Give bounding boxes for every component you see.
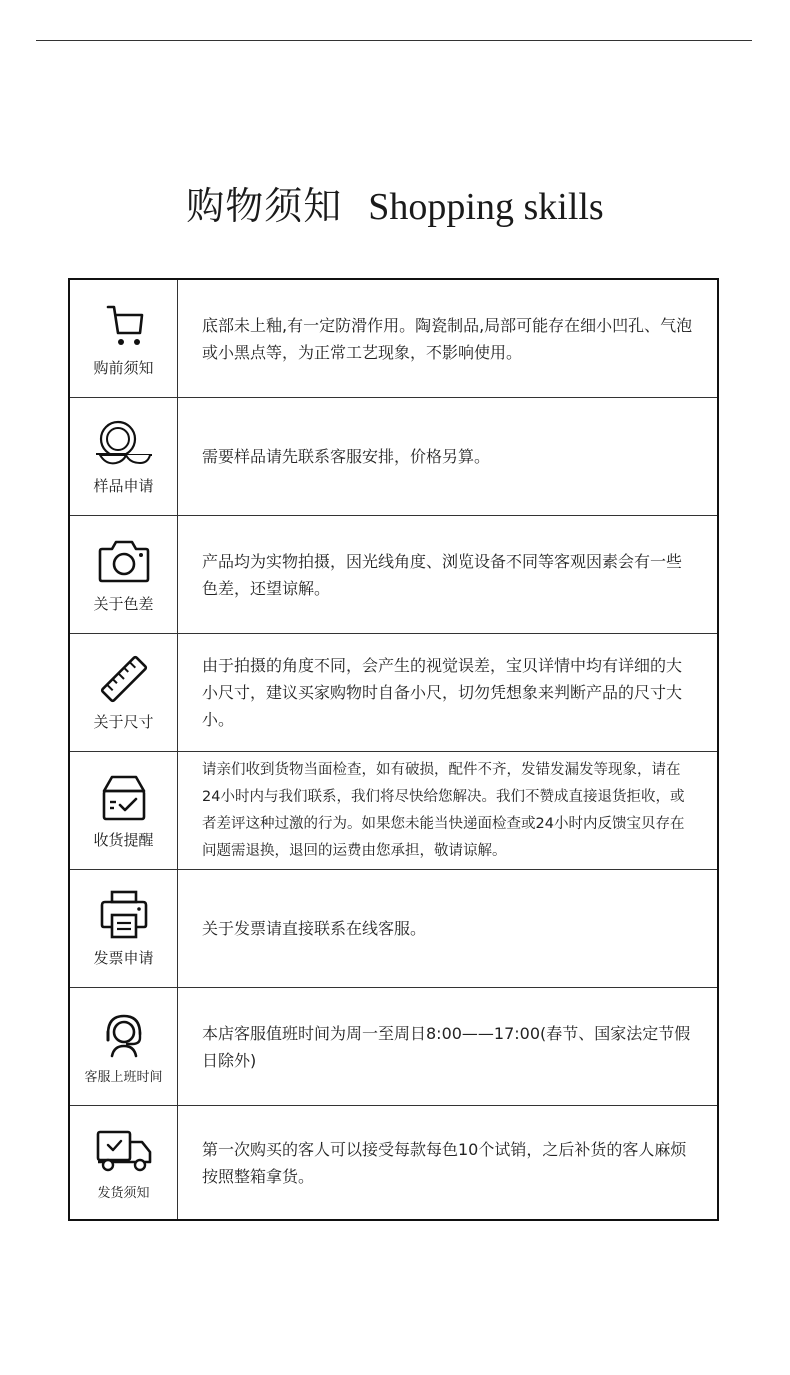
ruler-icon <box>94 653 154 705</box>
notice-row-service-hours <box>70 988 717 1106</box>
row-label: 收货提醒 <box>93 831 154 849</box>
row-header <box>70 1106 178 1219</box>
row-text: 本店客服值班时间为周一至周日8:00——17:00(春节、国家法定节假日除外) <box>202 1023 691 1070</box>
row-content <box>178 988 717 1105</box>
row-text: 需要样品请先联系客服安排，价格另算。 <box>202 447 491 466</box>
row-content <box>178 516 717 633</box>
package-check-icon <box>94 771 154 823</box>
notice-row-invoice <box>70 870 717 988</box>
row-label: 购前须知 <box>93 359 154 377</box>
notice-row-color <box>70 516 717 634</box>
row-header <box>70 280 178 397</box>
notice-row-shipping <box>70 1106 717 1219</box>
row-header <box>70 398 178 515</box>
row-text: 由于拍摄的角度不同，会产生的视觉误差，宝贝详情中均有详细的大小尺寸，建议买家购物时自备小尺，切勿凭想象来判断产品的尺寸大小。 <box>202 656 683 729</box>
row-content <box>178 752 717 869</box>
row-content <box>178 870 717 987</box>
notice-row-receipt <box>70 752 717 870</box>
row-content <box>178 398 717 515</box>
row-label: 发货须知 <box>97 1186 150 1201</box>
plate-bowl-icon <box>94 417 154 469</box>
row-header <box>70 752 178 869</box>
row-text: 产品均为实物拍摄，因光线角度、浏览设备不同等客观因素会有一些色差，还望谅解。 <box>202 551 683 598</box>
row-label: 关于尺寸 <box>93 713 154 731</box>
row-text: 底部未上釉,有一定防滑作用。陶瓷制品,局部可能存在细小凹孔、气泡或小黑点等，为正常工艺现象，不影响使用。 <box>202 315 693 362</box>
title-english: Shopping skills <box>368 186 604 228</box>
row-header <box>70 988 178 1105</box>
top-divider <box>36 40 752 41</box>
page-title <box>0 175 790 235</box>
row-content <box>178 280 717 397</box>
notice-table <box>68 278 719 1221</box>
shopping-cart-icon <box>94 299 154 351</box>
row-label: 关于色差 <box>93 595 154 613</box>
row-text: 关于发票请直接联系在线客服。 <box>202 919 427 938</box>
row-content <box>178 634 717 751</box>
delivery-truck-icon <box>94 1124 154 1176</box>
row-label: 发票申请 <box>93 949 154 967</box>
row-text: 请亲们收到货物当面检查，如有破损，配件不齐，发错发漏发等现象，请在24小时内与我们联系，我们将尽快给您解决。我们不赞成直接退货拒收，或者差评这种过激的行为。如果您未能当快递面检查或24小时内反馈宝贝存在问题需退换，退回的运费由您承担，敬请谅解。 <box>202 761 685 859</box>
row-content <box>178 1106 717 1219</box>
row-header <box>70 870 178 987</box>
camera-icon <box>94 535 154 587</box>
row-header <box>70 634 178 751</box>
notice-row-sample <box>70 398 717 516</box>
row-label: 客服上班时间 <box>84 1070 163 1085</box>
customer-service-icon <box>94 1008 154 1060</box>
notice-row-size <box>70 634 717 752</box>
row-header <box>70 516 178 633</box>
title-chinese: 购物须知 <box>186 184 343 228</box>
row-label: 样品申请 <box>93 477 154 495</box>
printer-icon <box>94 889 154 941</box>
row-text: 第一次购买的客人可以接受每款每色10个试销，之后补货的客人麻烦按照整箱拿货。 <box>202 1139 687 1186</box>
notice-row-pre-purchase <box>70 280 717 398</box>
